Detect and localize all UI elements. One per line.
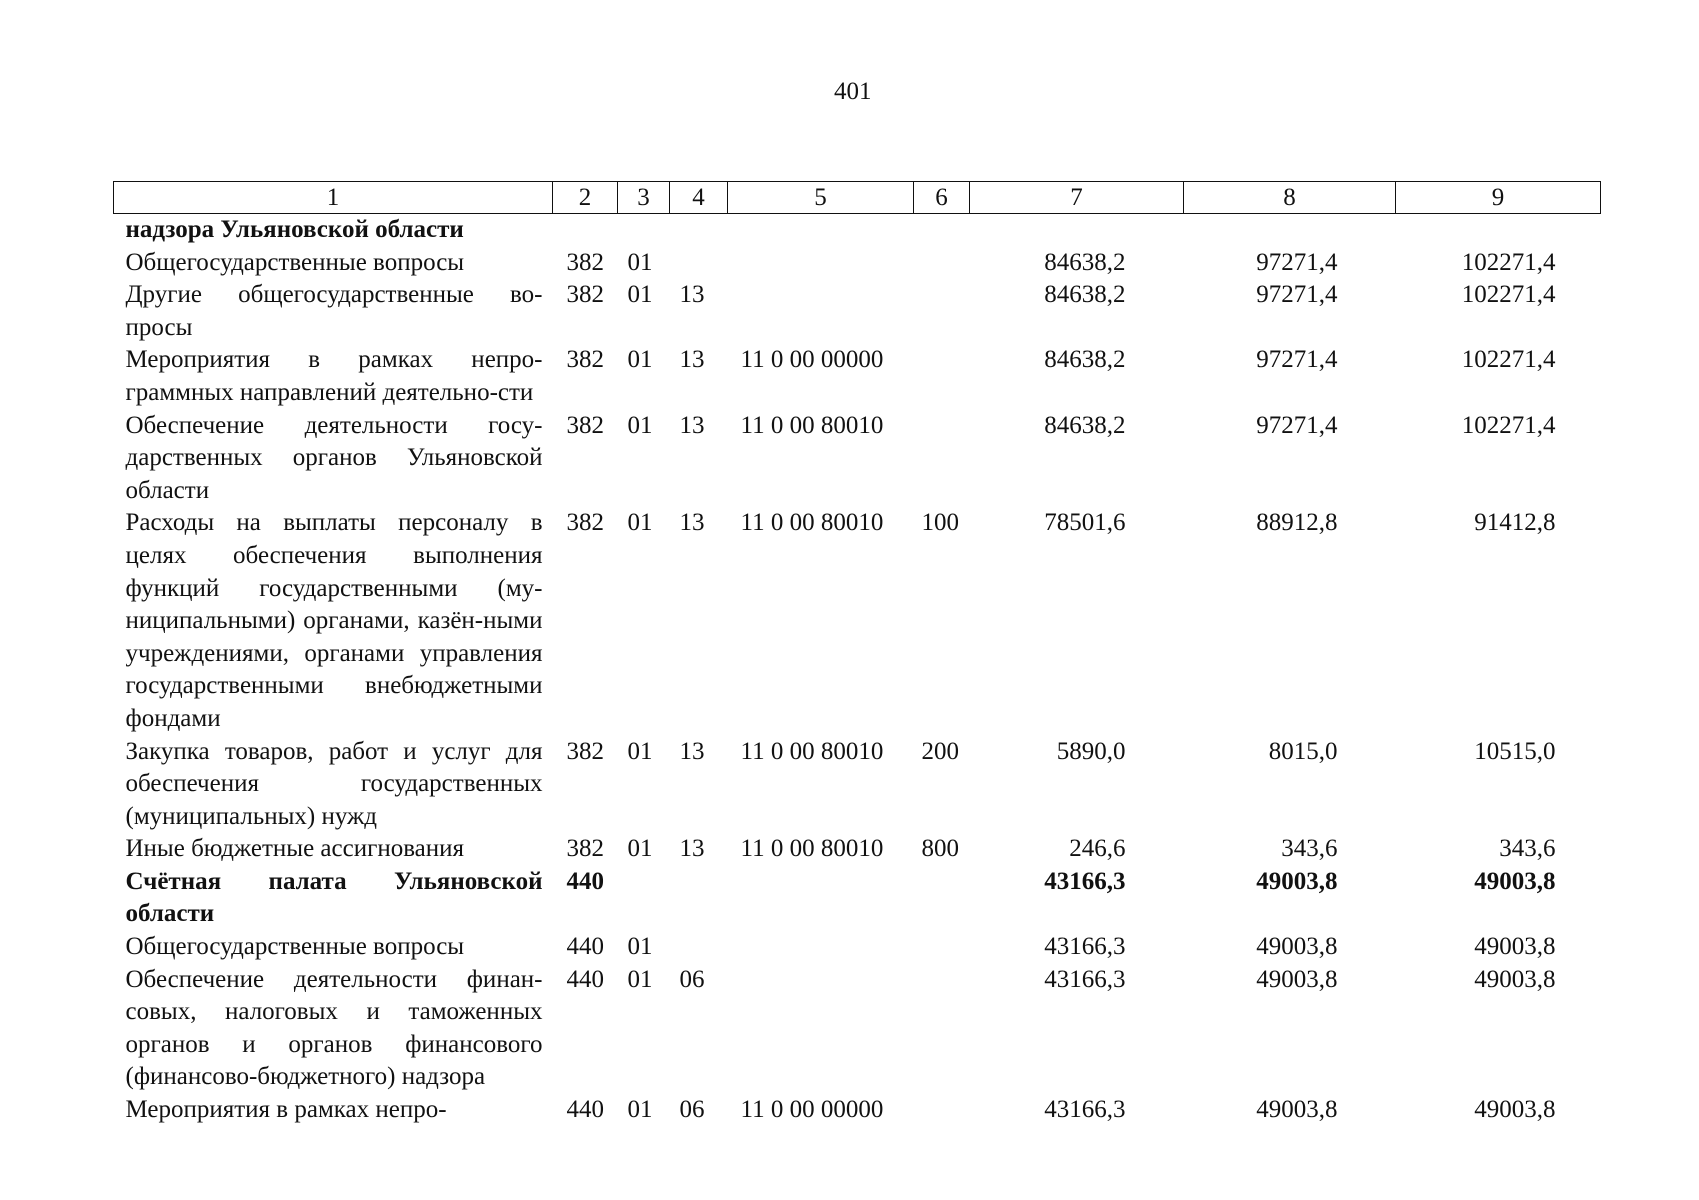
budget-table-container xyxy=(113,181,1600,1127)
table-row xyxy=(114,279,1601,344)
section-cell: 01 xyxy=(627,835,653,863)
subsection-cell: 13 xyxy=(679,281,705,309)
subsection-cell xyxy=(670,931,728,964)
description-cell: надзора Ульяновской области xyxy=(125,216,464,243)
amount-col8-cell: 49003,8 xyxy=(1256,867,1338,895)
target-article-cell: 11 0 00 80010 xyxy=(740,509,884,537)
amount-col8-cell: 49003,8 xyxy=(1256,933,1338,961)
amount-col8-cell: 97271,4 xyxy=(1256,281,1338,309)
subsection-cell xyxy=(670,866,728,931)
amount-col8-cell: 8015,0 xyxy=(1268,737,1338,765)
amount-col8-cell: 97271,4 xyxy=(1256,346,1338,374)
amount-col9-cell: 49003,8 xyxy=(1474,867,1556,895)
header-cell-8: 8 xyxy=(1184,182,1396,214)
subsection-cell xyxy=(670,247,728,280)
amount-col8-cell: 49003,8 xyxy=(1256,965,1338,993)
expense-type-cell xyxy=(914,410,970,508)
code-cell: 382 xyxy=(566,509,604,537)
section-cell xyxy=(618,866,670,931)
description-cell: Обеспечение деятельности госу-дарственных органов Ульяновской области xyxy=(125,411,543,504)
table-row xyxy=(114,344,1601,409)
description-cell: Иные бюджетные ассигнования xyxy=(125,835,465,863)
amount-col9-cell: 49003,8 xyxy=(1474,965,1556,993)
amount-col9-cell: 49003,8 xyxy=(1474,1096,1556,1124)
amount-col9-cell: 102271,4 xyxy=(1461,248,1556,276)
section-cell: 01 xyxy=(627,281,653,309)
table-row xyxy=(114,214,1601,247)
expense-type-cell: 100 xyxy=(921,509,959,537)
description-cell: Другие общегосударственные во-просы xyxy=(125,281,543,341)
amount-col7-cell: 43166,3 xyxy=(1044,867,1126,895)
target-article-cell: 11 0 00 80010 xyxy=(740,411,884,439)
code-cell: 382 xyxy=(566,835,604,863)
expense-type-cell xyxy=(914,964,970,1094)
target-article-cell xyxy=(728,931,914,964)
code-cell: 382 xyxy=(566,281,604,309)
subsection-cell: 13 xyxy=(679,835,705,863)
header-cell-5: 5 xyxy=(728,182,914,214)
amount-col7-cell: 84638,2 xyxy=(1044,281,1126,309)
table-row xyxy=(114,507,1601,735)
amount-col7-cell: 246,6 xyxy=(1069,835,1126,863)
expense-type-cell xyxy=(914,344,970,409)
table-body xyxy=(114,214,1601,1127)
amount-col7-cell: 84638,2 xyxy=(1044,346,1126,374)
expense-type-cell xyxy=(914,279,970,344)
target-article-cell xyxy=(728,214,914,247)
header-cell-1: 1 xyxy=(114,182,553,214)
subsection-cell: 13 xyxy=(679,509,705,537)
description-cell: Обеспечение деятельности финан-совых, налоговых и таможенных органов и органов финансового (финансово-бюджетного) надзора xyxy=(125,965,543,1091)
table-row xyxy=(114,931,1601,964)
amount-col7-cell: 78501,6 xyxy=(1044,509,1126,537)
amount-col8-cell: 97271,4 xyxy=(1256,411,1338,439)
amount-col9-cell: 343,6 xyxy=(1499,835,1556,863)
table-row xyxy=(114,833,1601,866)
header-cell-6: 6 xyxy=(914,182,970,214)
amount-col7-cell: 43166,3 xyxy=(1044,965,1126,993)
amount-col9-cell: 102271,4 xyxy=(1461,281,1556,309)
page-number: 401 xyxy=(834,78,872,105)
target-article-cell xyxy=(728,866,914,931)
header-cell-4: 4 xyxy=(670,182,728,214)
expense-type-cell: 800 xyxy=(921,835,959,863)
subsection-cell xyxy=(670,214,728,247)
code-cell: 440 xyxy=(566,933,604,961)
amount-col7-cell: 5890,0 xyxy=(1056,737,1126,765)
target-article-cell: 11 0 00 80010 xyxy=(740,737,884,765)
amount-col7-cell: 84638,2 xyxy=(1044,248,1126,276)
section-cell: 01 xyxy=(627,965,653,993)
description-cell: Закупка товаров, работ и услуг для обеспечения государственных (муниципальных) нужд xyxy=(125,737,543,830)
amount-col7-cell: 43166,3 xyxy=(1044,933,1126,961)
section-cell: 01 xyxy=(627,346,653,374)
table-row xyxy=(114,247,1601,280)
table-row xyxy=(114,964,1601,1094)
amount-col8-cell: 97271,4 xyxy=(1256,248,1338,276)
section-cell: 01 xyxy=(627,411,653,439)
target-article-cell xyxy=(728,964,914,1094)
expense-type-cell xyxy=(914,866,970,931)
amount-col7-cell xyxy=(970,214,1184,247)
expense-type-cell: 200 xyxy=(921,737,959,765)
section-cell: 01 xyxy=(627,509,653,537)
budget-table xyxy=(113,181,1601,1127)
section-cell: 01 xyxy=(627,737,653,765)
amount-col9-cell: 102271,4 xyxy=(1461,346,1556,374)
section-cell: 01 xyxy=(627,933,653,961)
code-cell: 382 xyxy=(566,737,604,765)
expense-type-cell xyxy=(914,1094,970,1127)
subsection-cell: 06 xyxy=(679,965,705,993)
target-article-cell xyxy=(728,247,914,280)
description-cell: Мероприятия в рамках непро- xyxy=(125,1096,447,1124)
description-cell: Общегосударственные вопросы xyxy=(125,248,465,276)
code-cell xyxy=(553,214,618,247)
section-cell: 01 xyxy=(627,248,653,276)
code-cell: 382 xyxy=(566,248,604,276)
header-cell-2: 2 xyxy=(553,182,618,214)
amount-col7-cell: 84638,2 xyxy=(1044,411,1126,439)
amount-col7-cell: 43166,3 xyxy=(1044,1096,1126,1124)
header-cell-3: 3 xyxy=(618,182,670,214)
amount-col8-cell: 49003,8 xyxy=(1256,1096,1338,1124)
code-cell: 440 xyxy=(566,1096,604,1124)
amount-col9-cell: 49003,8 xyxy=(1474,933,1556,961)
table-row xyxy=(114,736,1601,834)
description-cell: Расходы на выплаты персоналу в целях обеспечения выполнения функций государственными (му-ниципальными) органами, казён-ными учреждениями, органами управления государственными внебюджетными фондами xyxy=(125,509,543,732)
amount-col8-cell: 343,6 xyxy=(1281,835,1338,863)
target-article-cell xyxy=(728,279,914,344)
code-cell: 382 xyxy=(566,411,604,439)
subsection-cell: 13 xyxy=(679,737,705,765)
code-cell: 440 xyxy=(566,965,604,993)
subsection-cell: 13 xyxy=(679,346,705,374)
amount-col9-cell xyxy=(1396,214,1601,247)
description-cell: Счётная палата Ульяновской области xyxy=(125,867,543,928)
table-row xyxy=(114,1094,1601,1127)
target-article-cell: 11 0 00 00000 xyxy=(740,1096,884,1124)
description-cell: Мероприятия в рамках непро-граммных направлений деятельно-сти xyxy=(125,346,543,406)
target-article-cell: 11 0 00 00000 xyxy=(740,346,884,374)
target-article-cell: 11 0 00 80010 xyxy=(740,835,884,863)
section-cell: 01 xyxy=(627,1096,653,1124)
expense-type-cell xyxy=(914,214,970,247)
code-cell: 440 xyxy=(566,867,604,895)
subsection-cell: 06 xyxy=(679,1096,705,1124)
expense-type-cell xyxy=(914,247,970,280)
code-cell: 382 xyxy=(566,346,604,374)
amount-col8-cell: 88912,8 xyxy=(1256,509,1338,537)
amount-col9-cell: 91412,8 xyxy=(1474,509,1556,537)
description-cell: Общегосударственные вопросы xyxy=(125,933,465,961)
amount-col9-cell: 102271,4 xyxy=(1461,411,1556,439)
header-cell-9: 9 xyxy=(1396,182,1601,214)
table-row xyxy=(114,410,1601,508)
header-cell-7: 7 xyxy=(970,182,1184,214)
subsection-cell: 13 xyxy=(679,411,705,439)
amount-col8-cell xyxy=(1184,214,1396,247)
section-cell xyxy=(618,214,670,247)
header-row xyxy=(114,182,1601,214)
expense-type-cell xyxy=(914,931,970,964)
table-row xyxy=(114,866,1601,931)
amount-col9-cell: 10515,0 xyxy=(1474,737,1556,765)
